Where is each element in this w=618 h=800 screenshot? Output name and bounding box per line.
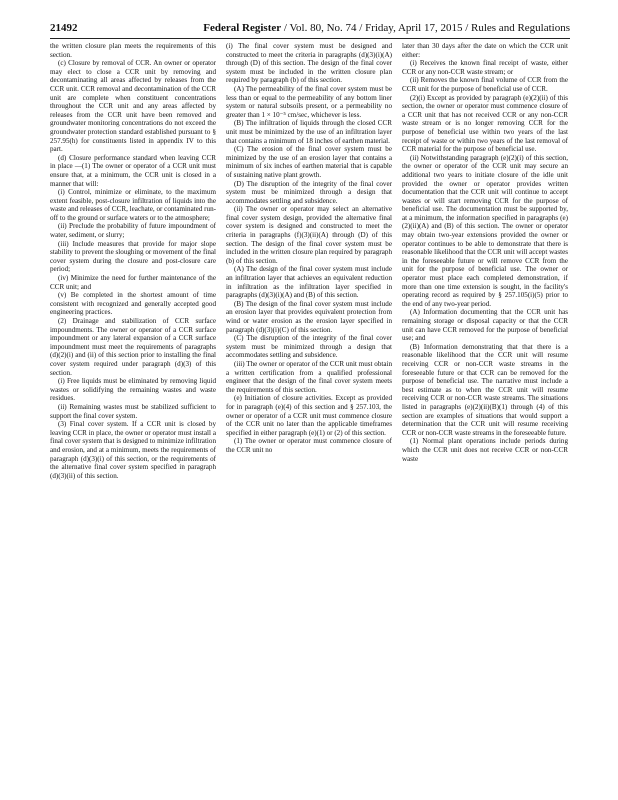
paragraph: (B) The design of the final cover system must include an erosion layer that provides equivalent protection from wind or water erosion as the erosion layer specified in paragraph (d)(3)(i)(C) of this section. [226,299,392,334]
issue-details: / Vol. 80, No. 74 / Friday, April 17, 2015 / Rules and Regulations [281,22,570,34]
paragraph: (1) Normal plant operations include periods during which the CCR unit does not receive CCR or non-CCR waste [402,437,568,463]
paragraph: (2)(i) Except as provided by paragraph (e)(2)(ii) of this section, the owner or operator must commence closure of a CCR unit that has not received CCR or any non-CCR waste stream or is no longer removing CCR for the purpose of beneficial use within two years of the last receipt of waste or within two years of the last removal of CCR material for the purpose of beneficial use. [402,93,568,154]
paragraph: (i) Free liquids must be eliminated by removing liquid wastes or solidifying the remaining wastes and waste residues. [50,377,216,403]
text-column-1 [50,42,216,790]
text-column-2 [226,42,392,790]
paragraph: (B) The infiltration of liquids through the closed CCR unit must be minimized by the use of an infiltration layer that contains a minimum of 18 inches of earthen material. [226,119,392,145]
paragraph: (ii) Remaining wastes must be stabilized sufficient to support the final cover system. [50,402,216,420]
paragraph: (D) The disruption of the integrity of the final cover system must be minimized through a design that accommodates settling and subsidence. [226,179,392,205]
paragraph: (v) Be completed in the shortest amount of time consistent with recognized and generally accepted good engineering practices. [50,291,216,317]
paragraph: (i) The final cover system must be designed and constructed to meet the criteria in paragraphs (d)(3)(i)(A) through (D) of this section. The design of the final cover system must be included in the written closure plan required by paragraph (b) of this section. [226,42,392,85]
paragraph: (B) Information demonstrating that that there is a reasonable likelihood that the CCR unit will resume receiving CCR or non-CCR waste streams in the foreseeable future or that CCR can be removed for the purpose of beneficial use. The narrative must include a best estimate as to when the CCR unit will resume receiving CCR or non-CCR waste streams. The situations listed in paragraphs (e)(2)(ii)(B)(1) through (4) of this section are examples of situations that would support a determination that the CCR unit will resume receiving CCR or non-CCR waste streams in the foreseeable future. [402,342,568,437]
paragraph: (iv) Minimize the need for further maintenance of the CCR unit; and [50,274,216,291]
page-header [50,22,570,36]
paragraph: (e) Initiation of closure activities. Except as provided for in paragraph (e)(4) of this section and § 257.103, the owner or operator of a CCR unit must commence closure of the CCR unit no later than the applicable timeframes specified in either paragraph (e)(1) or (2) of this section. [226,394,392,437]
running-title [203,22,570,34]
text-column-3 [402,42,568,790]
paragraph: (C) The erosion of the final cover system must be minimized by the use of an erosion layer that contains a minimum of six inches of earthen material that is capable of sustaining native plant growth. [226,145,392,179]
paragraph: (iii) The owner or operator of the CCR unit must obtain a written certification from a qualified professional engineer that the design of the final cover system meets the requirements of this section. [226,359,392,394]
paragraph: (c) Closure by removal of CCR. An owner or operator may elect to close a CCR unit by removing and decontaminating all areas affected by releases from the CCR unit. CCR removal and decontamination of the CCR unit are complete when constituent concentrations throughout the CCR unit and any areas affected by releases from the CCR unit have been removed and groundwater monitoring concentrations do not exceed the groundwater protection standard established pursuant to § 257.95(h) for constituents listed in appendix IV to this part. [50,59,216,154]
page-number: 21492 [50,22,78,34]
paragraph: (3) Final cover system. If a CCR unit is closed by leaving CCR in place, the owner or operator must install a final cover system that is designed to minimize infiltration and erosion, and at a minimum, meets the requirements of paragraph (d)(3)(i) of this section, or the requirements of the alternative final cover system specified in paragraph (d)(3)(ii) of this section. [50,420,216,480]
paragraph: (iii) Include measures that provide for major slope stability to prevent the sloughing or movement of the final cover system during the closure and post-closure care period; [50,239,216,274]
paragraph: (A) The permeability of the final cover system must be less than or equal to the permeability of any bottom liner system or natural subsoils present, or a permeability no greater than 1 × 10⁻⁵ cm/sec, whichever is less. [226,84,392,119]
paragraph: (ii) Preclude the probability of future impoundment of water, sediment, or slurry; [50,222,216,240]
paragraph: (1) The owner or operator must commence closure of the CCR unit no [226,437,392,454]
paragraph: (A) Information documenting that the CCR unit has remaining storage or disposal capacity or that the CCR unit can have CCR removed for the purpose of beneficial use; and [402,308,568,343]
header-rule [50,38,570,39]
paragraph: (ii) The owner or operator may select an alternative final cover system design, provided the alternative final cover system is designed and constructed to meet the criteria in paragraphs (f)(3)(ii)(A) through (D) of this section. The design of the final cover system must be included in the written closure plan required by paragraph (b) of this section. [226,205,392,265]
paragraph: (C) The disruption of the integrity of the final cover system must be minimized through a design that accommodates settling and subsidence. [226,334,392,360]
paragraph: the written closure plan meets the requirements of this section. [50,42,216,59]
paragraph: (2) Drainage and stabilization of CCR surface impoundments. The owner or operator of a CCR surface impoundment or any lateral expansion of a CCR surface impoundment must meet the requirements of paragraphs (d)(2)(i) and (ii) of this section prior to installing the final cover system required under paragraph (d)(3) of this section. [50,317,216,377]
paragraph: (i) Receives the known final receipt of waste, either CCR or any non-CCR waste stream; or [402,59,568,76]
paragraph: (i) Control, minimize or eliminate, to the maximum extent feasible, post-closure infiltration of liquids into the waste and releases of CCR, leachate, or contaminated run-off to the ground or surface waters or to the atmosphere; [50,188,216,222]
paragraph: later than 30 days after the date on which the CCR unit either: [402,42,568,59]
publication-name: Federal Register [203,22,282,34]
paragraph: (ii) Notwithstanding paragraph (e)(2)(i) of this section, the owner or operator of the CCR unit may secure an additional two years to initiate closure of the idle unit provided the owner or operator provides written documentation that the CCR unit will continue to accept wastes or will start removing CCR for the purpose of beneficial use. The documentation must be supported by, at a minimum, the information specified in paragraphs (e)(2)(ii)(A) and (B) of this section. The owner or operator may obtain two-year extensions provided the owner or operator continues to be able to demonstrate that there is reasonable likelihood that the CCR unit will accept wastes in the foreseeable future or will remove CCR from the unit for the purpose of beneficial use. The owner or operator must place each completed demonstration, if more than one time extension is sought, in the facility's operating record as required by § 257.105(i)(5) prior to the end of any two-year period. [402,153,568,308]
paragraph: (A) The design of the final cover system must include an infiltration layer that achieves an equivalent reduction in infiltration as the infiltration layer specified in paragraphs (d)(3)(i)(A) and (B) of this section. [226,265,392,300]
paragraph: (d) Closure performance standard when leaving CCR in place —(1) The owner or operator of a CCR unit must ensure that, at a minimum, the CCR unit is closed in a manner that will: [50,153,216,188]
paragraph: (ii) Removes the known final volume of CCR from the CCR unit for the purpose of beneficial use of CCR. [402,76,568,93]
